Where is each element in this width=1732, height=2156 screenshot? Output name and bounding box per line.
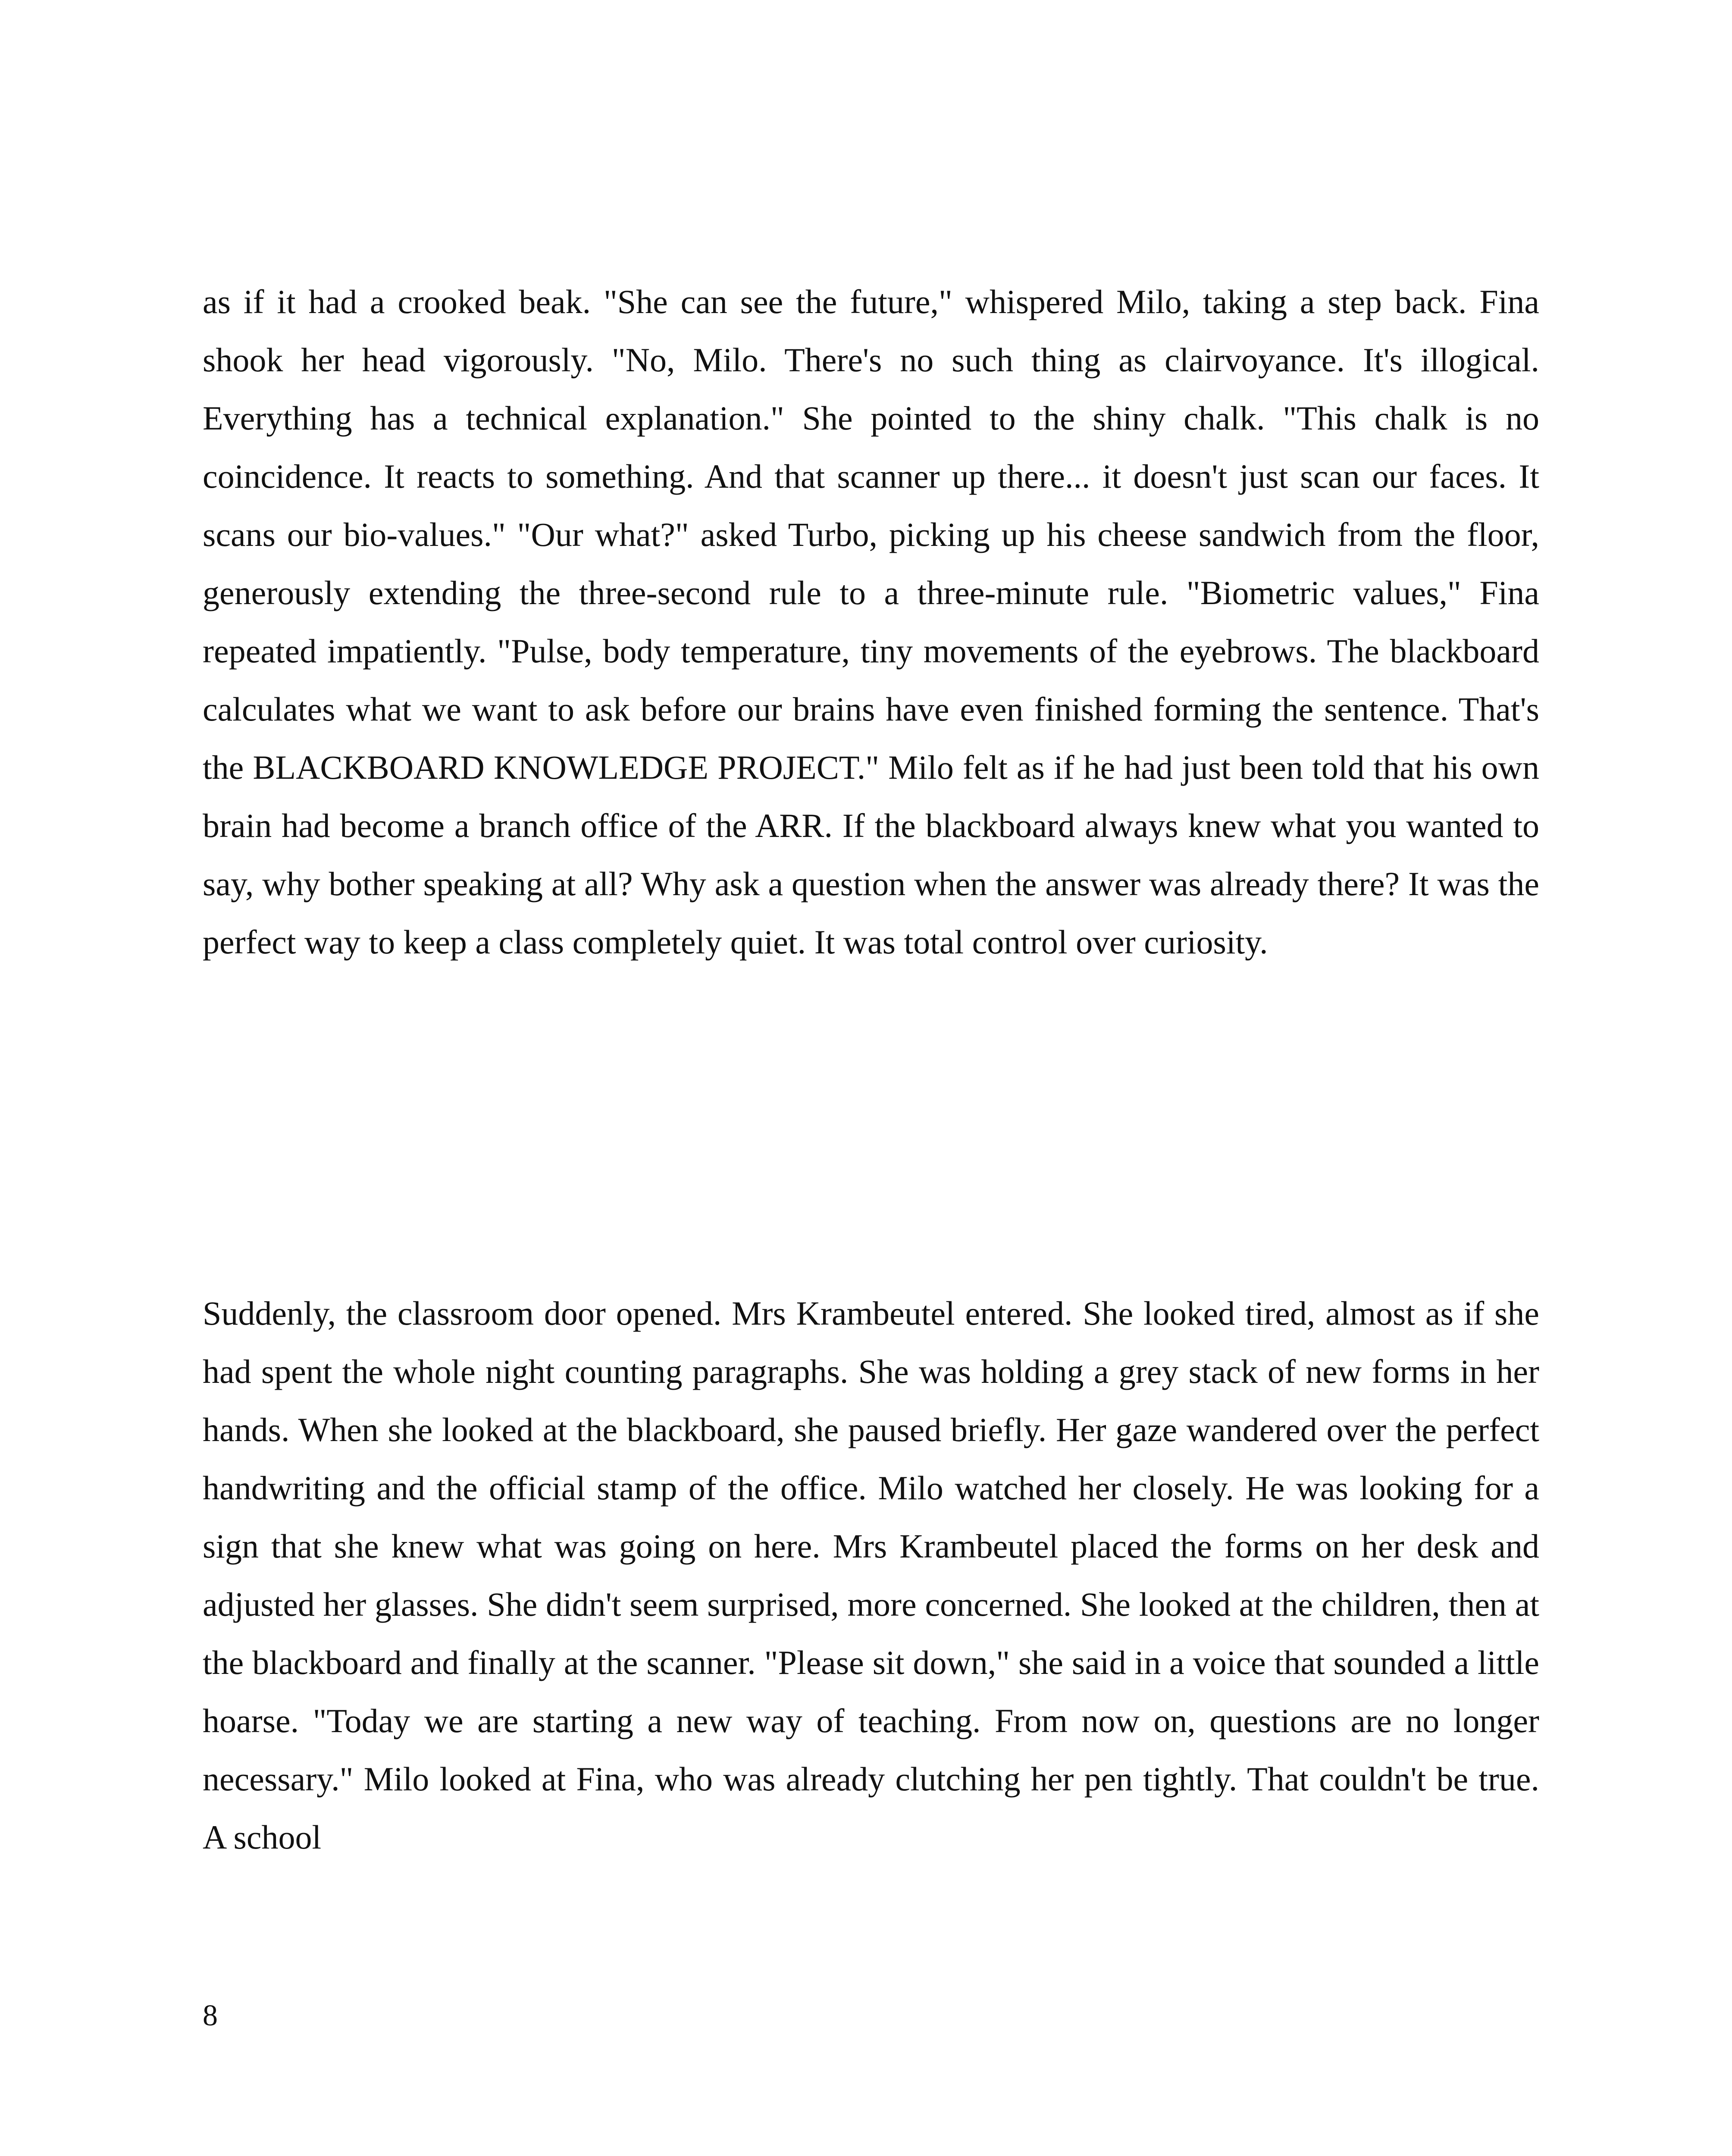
paragraph-1: as if it had a crooked beak. "She can see the future," whispered Milo, taking a step back. Fina shook her head vigorously. "No, Milo. There's no such thing as clairvoyance. It's illogical. Everything has a technical explanation." She pointed to the shiny chalk. "This chalk is no coincidence. It reacts to something. And that scanner up there... it doesn't just scan our faces. It scans our bio-values." "Our what?" asked Turbo, picking up his cheese sandwich from the floor, generously extending the three-second rule to a three-minute rule. "Biometric values," Fina repeated impatiently. "Pulse, body temperature, tiny movements of the eyebrows. The blackboard calculates what we want to ask before our brains have even finished forming the sentence. That's the BLACKBOARD KNOWLEDGE PROJECT." Milo felt as if he had just been told that his own brain had become a branch office of the ARR. If the blackboard always knew what you wanted to say, why bother speaking at all? Why ask a question when the answer was already there? It was the perfect way to keep a class completely quiet. It was total control over curiosity. bbox=[203, 283, 1539, 961]
paragraph-2: Suddenly, the classroom door opened. Mrs Krambeutel entered. She looked tired, almost as if she had spent the whole night counting paragraphs. She was holding a grey stack of new forms in her hands. When she looked at the blackboard, she paused briefly. Her gaze wandered over the perfect handwriting and the official stamp of the office. Milo watched her closely. He was looking for a sign that she knew what was going on here. Mrs Krambeutel placed the forms on her desk and adjusted her glasses. She didn't seem surprised, more concerned. She looked at the children, then at the blackboard and finally at the scanner. "Please sit down," she said in a voice that sounded a little hoarse. "Today we are starting a new way of teaching. From now on, questions are no longer necessary." Milo looked at Fina, who was already clutching her pen tightly. That couldn't be true. A school bbox=[203, 1294, 1539, 1856]
page-number: 8 bbox=[203, 1999, 218, 2032]
